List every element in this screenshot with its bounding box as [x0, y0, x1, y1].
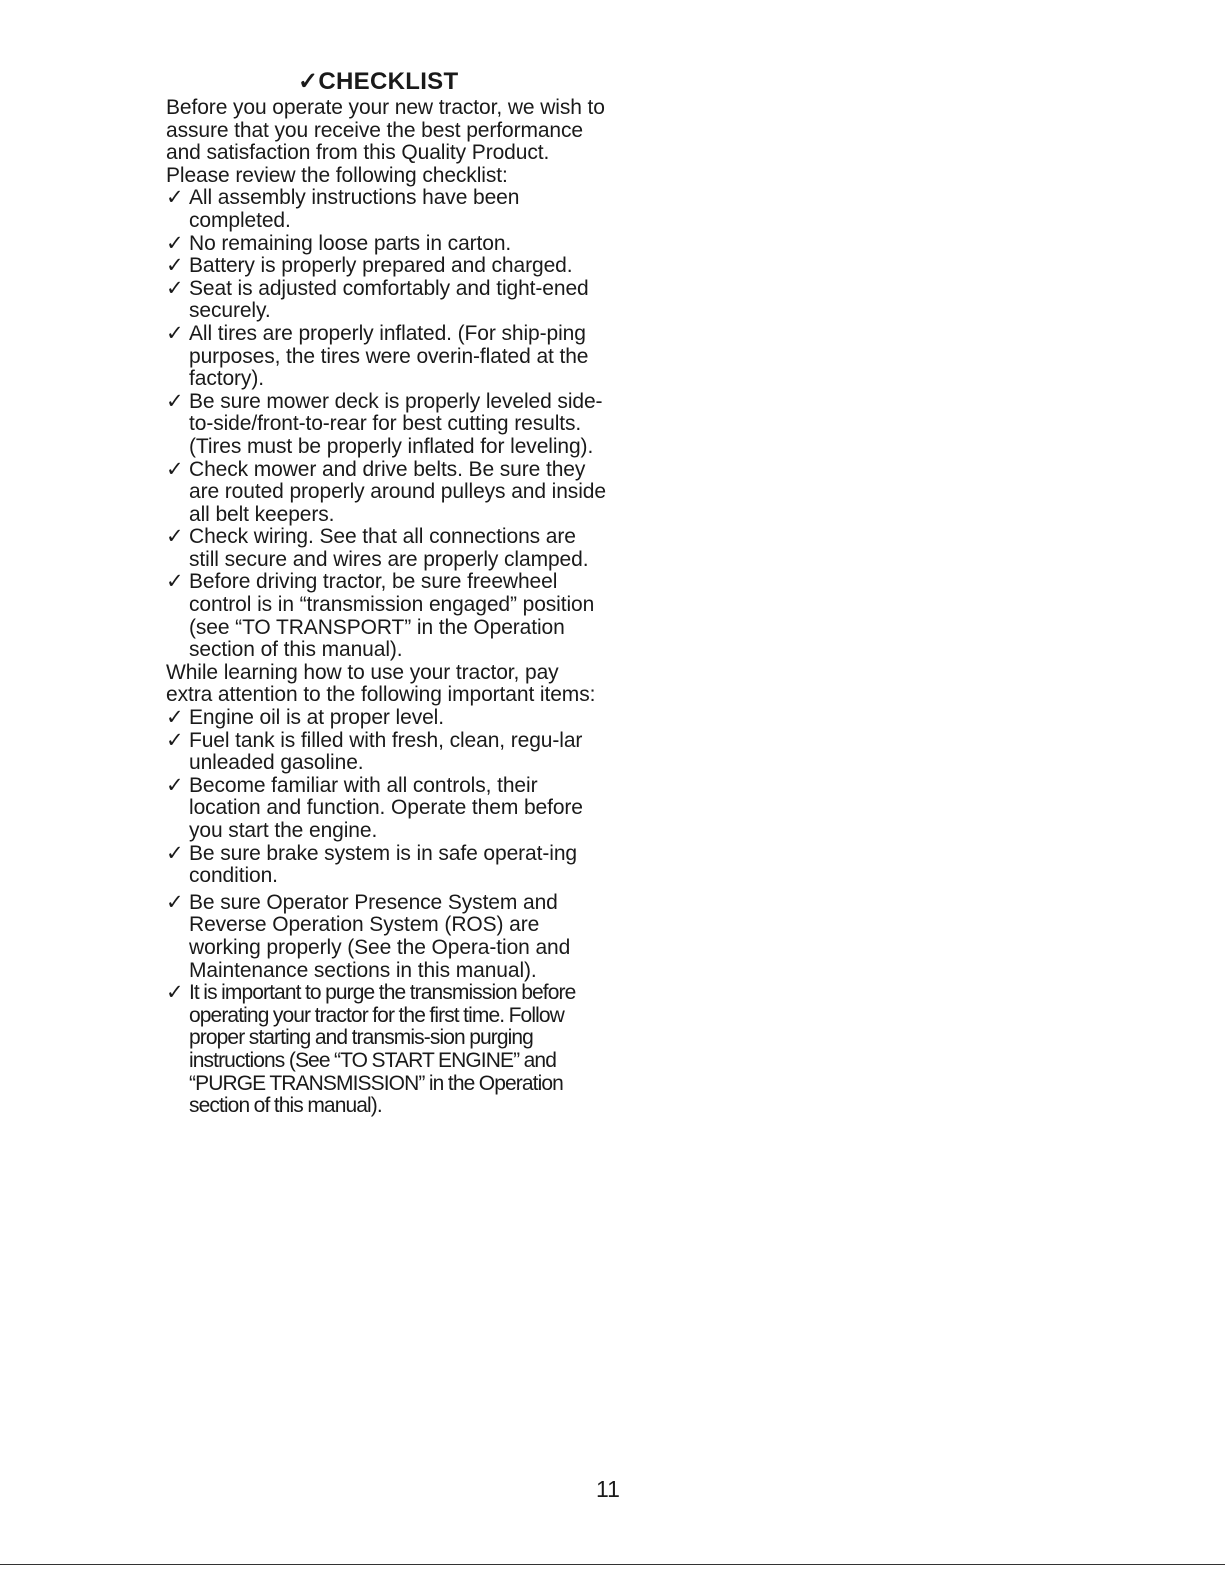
list-item	[166, 233, 606, 256]
list-item	[166, 526, 606, 571]
checklist-section	[166, 68, 606, 1118]
check-mark-icon: ✓	[166, 254, 184, 278]
check-mark-icon: ✓	[166, 389, 184, 413]
list-item	[166, 707, 606, 730]
list-item-text: Be sure mower deck is properly leveled side-to-side/front-to-rear for best cutting results. (Tires must be properly inflated for leveling).	[189, 389, 603, 458]
list-item	[166, 187, 606, 232]
list-item-text: Become familiar with all controls, their location and function. Operate them before you start the engine.	[189, 773, 583, 842]
list-item-text: Seat is adjusted comfortably and tight-ened securely.	[189, 276, 589, 323]
list-item-text: Check wiring. See that all connections are still secure and wires are properly clamped.	[189, 525, 589, 571]
check-mark-icon: ✓	[166, 981, 183, 1005]
list-item-text: It is important to purge the transmission before operating your tractor for the first time. Follow proper starting and transmis-sion purging instructions (See “TO START ENGINE” and “PURGE TRANSMISSION” in the Operation section of this manual).	[189, 981, 576, 1118]
list-item	[166, 982, 606, 1118]
checklist-items	[166, 187, 606, 661]
list-item-text: Battery is properly prepared and charged.	[189, 254, 573, 278]
check-mark-icon: ✓	[166, 773, 184, 797]
intro-paragraph: Before you operate your new tractor, we wish to assure that you receive the best performance and satisfaction from this Quality Product.	[166, 96, 605, 165]
check-mark-icon: ✓	[166, 525, 184, 549]
list-item	[166, 323, 606, 391]
list-item	[166, 571, 606, 661]
list-item-text: All tires are properly inflated. (For ship-ping purposes, the tires were overin-flated at the factory).	[189, 321, 589, 391]
check-mark-icon: ✓	[166, 728, 184, 752]
list-item	[166, 459, 606, 527]
check-mark-icon: ✓	[166, 321, 184, 345]
list-item	[166, 391, 606, 459]
list-item	[166, 843, 606, 888]
learning-items	[166, 707, 606, 1118]
list-item-text: All assembly instructions have been completed.	[189, 186, 520, 232]
list-item-text: Engine oil is at proper level.	[189, 706, 444, 730]
check-mark-icon: ✓	[166, 706, 184, 730]
check-mark-icon: ✓	[166, 457, 184, 481]
list-item-text: Check mower and drive belts. Be sure they are routed properly around pulleys and inside all belt keepers.	[189, 457, 606, 526]
check-mark-icon: ✓	[166, 186, 184, 210]
review-instruction: Please review the following checklist:	[166, 163, 508, 187]
check-mark-icon: ✓	[166, 570, 184, 594]
list-item-text: No remaining loose parts in carton.	[189, 231, 512, 255]
list-item-text: Be sure brake system is in safe operat-ing condition.	[189, 841, 577, 888]
list-item-text: Fuel tank is filled with fresh, clean, regu-lar unleaded gasoline.	[189, 728, 583, 775]
list-item	[166, 892, 606, 982]
list-item-text: Before driving tractor, be sure freewheel control is in “transmission engaged” position (see “TO TRANSPORT” in the Operation section of this manual).	[189, 570, 595, 662]
list-item	[166, 775, 606, 843]
list-item	[166, 730, 606, 775]
list-item	[166, 278, 606, 323]
check-mark-icon: ✓	[166, 841, 184, 865]
list-item-text: Be sure Operator Presence System and Reverse Operation System (ROS) are working properly (See the Opera-tion and Maintenance sections in this manual).	[189, 890, 571, 982]
check-mark-icon: ✓	[166, 276, 184, 300]
list-item	[166, 255, 606, 278]
check-mark-icon: ✓	[166, 890, 184, 914]
checklist-title: ✓CHECKLIST	[298, 68, 459, 95]
page-number: 11	[596, 1476, 620, 1502]
check-mark-icon: ✓	[166, 231, 184, 255]
learning-paragraph: While learning how to use your tractor, pay extra attention to the following important items:	[166, 660, 596, 707]
page-bottom-rule	[0, 1564, 1225, 1565]
